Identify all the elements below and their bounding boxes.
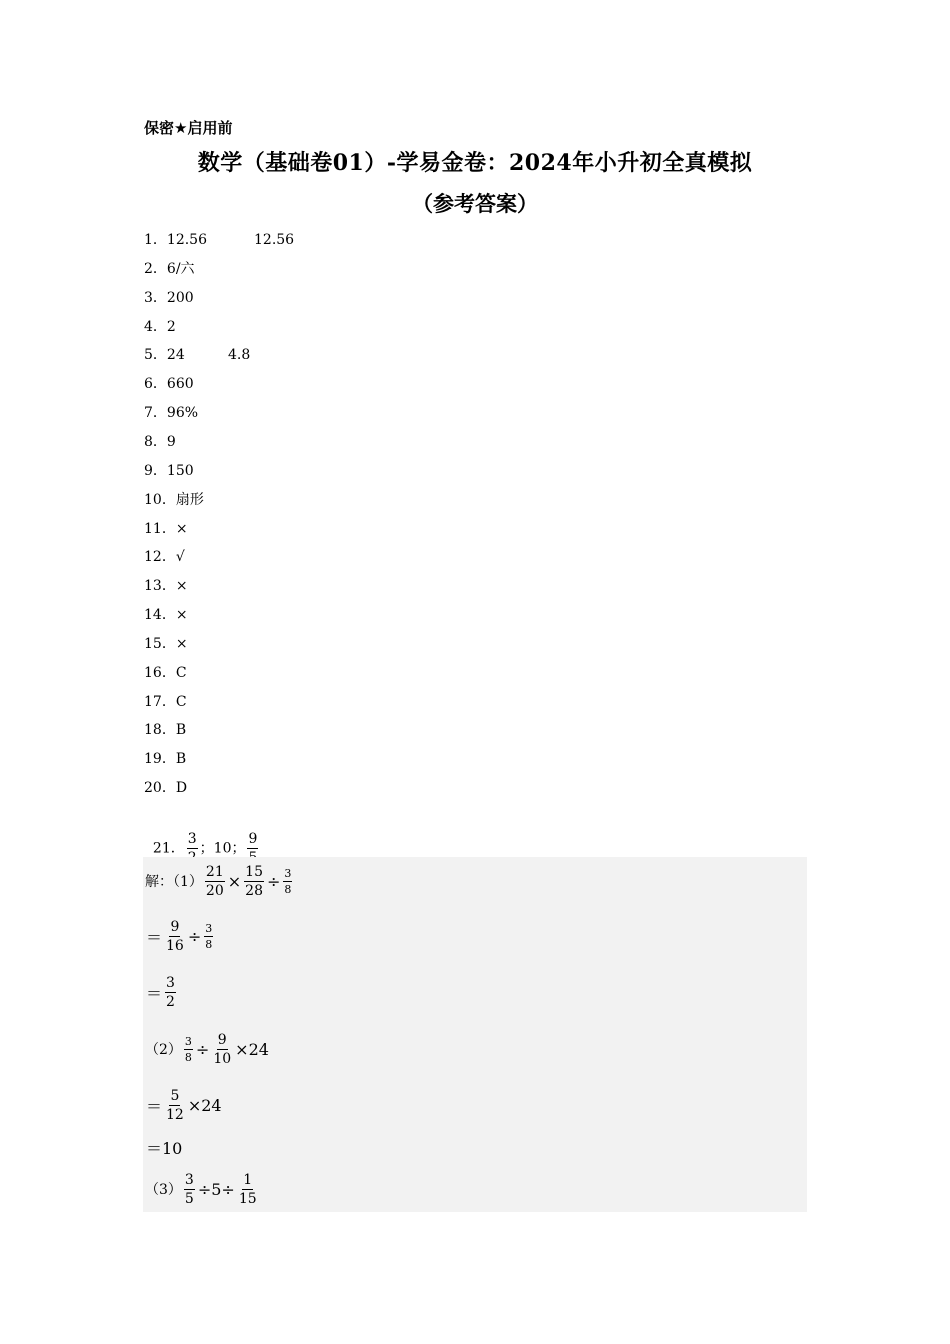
solution-box — [143, 857, 807, 1212]
answer-value: 660 — [166, 376, 194, 393]
expression-tail: ×24 — [187, 1095, 222, 1115]
fraction: $\frac{3}{8}$ — [184, 1034, 192, 1064]
answer-4 — [144, 318, 176, 336]
fraction: $\frac{3}{5}$ — [184, 1171, 194, 1207]
answer-value: √ — [175, 549, 185, 566]
answer-3 — [144, 289, 194, 307]
answer-value: C — [175, 693, 187, 710]
fraction: 3 — [187, 831, 197, 847]
answer-19 — [144, 750, 186, 768]
document-title: 数学（基础卷01）-学易金卷：2024年小升初全真模拟 — [197, 150, 753, 176]
answer-number: 17． — [144, 693, 176, 710]
answer-value: 9 — [166, 433, 176, 450]
answer-8 — [144, 433, 176, 451]
fraction: $\frac{1}{15}$ — [238, 1171, 257, 1207]
answer-6 — [144, 375, 194, 393]
answer-9 — [144, 462, 194, 480]
solution-line-4 — [145, 1027, 270, 1071]
fraction: $\frac{3}{2}$ — [166, 974, 175, 1010]
fraction: $\frac{15}{28}$ — [245, 863, 263, 899]
answer-value: B — [175, 722, 187, 739]
answer-7 — [144, 404, 198, 422]
answer-1 — [144, 231, 295, 249]
answer-10 — [144, 491, 204, 509]
fraction: 9 — [248, 831, 258, 847]
result: ＝10 — [146, 1138, 183, 1158]
operator: ÷ — [195, 1039, 210, 1059]
answer-number: 8． — [144, 433, 167, 450]
equals-sign: ＝ — [146, 927, 163, 947]
part-label: （3） — [145, 1182, 182, 1198]
answer-value: 24 — [166, 347, 185, 364]
answer-value-2: 12.56 — [254, 232, 295, 248]
solution-intro: 解：（1） — [145, 874, 203, 890]
expression-middle: ÷5÷ — [197, 1179, 235, 1199]
answer-number: 12． — [144, 549, 176, 566]
answer-5 — [144, 346, 251, 364]
fraction: $\frac{5}{12}$ — [166, 1087, 184, 1123]
fraction: $\frac{21}{20}$ — [205, 863, 224, 899]
answer-15 — [144, 635, 188, 653]
answer-number: 2． — [144, 260, 167, 277]
part-label: （2） — [145, 1042, 182, 1058]
operator: ÷ — [266, 871, 281, 891]
answer-number: 1． — [144, 232, 167, 248]
document-subtitle: （参考答案） — [412, 191, 538, 216]
answer-18 — [144, 721, 186, 739]
answer-value: 12.56 — [166, 232, 208, 248]
answer-number: 7． — [144, 405, 167, 422]
answer-16 — [144, 664, 187, 682]
answer-number: 16． — [144, 664, 176, 681]
answer-14 — [144, 606, 188, 624]
answer-number: 13． — [144, 578, 176, 595]
solution-line-5 — [145, 1083, 223, 1127]
answer-number: 21． — [152, 840, 185, 857]
equals-sign: ＝ — [146, 1096, 163, 1116]
answer-20 — [144, 779, 187, 797]
answer-13 — [144, 577, 188, 595]
answer-number: 10． — [144, 491, 176, 508]
answer-number: 4． — [144, 318, 167, 335]
answer-value: C — [175, 664, 187, 681]
answer-value-2: 4.8 — [228, 347, 251, 364]
answer-number: 18． — [144, 722, 176, 739]
answer-value: 96% — [166, 405, 199, 422]
answer-value: 6/六 — [166, 260, 195, 277]
operator: ÷ — [187, 926, 202, 946]
separator: ；10； — [199, 840, 246, 857]
answer-value: D — [175, 780, 188, 797]
solution-line-3 — [145, 970, 178, 1014]
answer-2 — [144, 260, 195, 278]
solution-line-6 — [145, 1125, 183, 1169]
answer-number: 3． — [144, 289, 167, 306]
answer-12 — [144, 548, 185, 566]
solution-line-2 — [145, 914, 215, 958]
confidential-label: 保密★启用前 — [144, 119, 233, 137]
answer-value: × — [175, 578, 188, 595]
answer-number: 5． — [144, 347, 167, 364]
answer-value: 扇形 — [175, 491, 204, 508]
answer-value: B — [175, 751, 187, 768]
fraction: $\frac{3}{8}$ — [205, 921, 213, 951]
answer-number: 20． — [144, 780, 176, 797]
answer-value: × — [175, 607, 188, 624]
fraction: $\frac{3}{8}$ — [284, 866, 292, 896]
answer-value: 150 — [166, 462, 194, 479]
answer-value: 2 — [166, 318, 176, 335]
answer-value: × — [175, 635, 188, 652]
fraction: $\frac{9}{16}$ — [166, 918, 184, 954]
expression-tail: ×24 — [235, 1039, 269, 1059]
answer-number: 6． — [144, 376, 167, 393]
equals-sign: ＝ — [146, 983, 163, 1003]
answer-number: 19． — [144, 751, 176, 768]
answer-value: 200 — [166, 289, 194, 306]
answer-17 — [144, 693, 187, 711]
solution-line-1 — [145, 859, 294, 903]
answer-11 — [144, 520, 188, 538]
answer-number: 9． — [144, 462, 167, 479]
answer-value: × — [175, 520, 188, 537]
fraction: $\frac{9}{10}$ — [213, 1031, 232, 1067]
answer-number: 14． — [144, 607, 176, 624]
answer-number: 11． — [144, 520, 176, 537]
solution-line-7 — [145, 1167, 260, 1211]
answer-number: 15． — [144, 635, 176, 652]
operator: × — [227, 871, 242, 891]
